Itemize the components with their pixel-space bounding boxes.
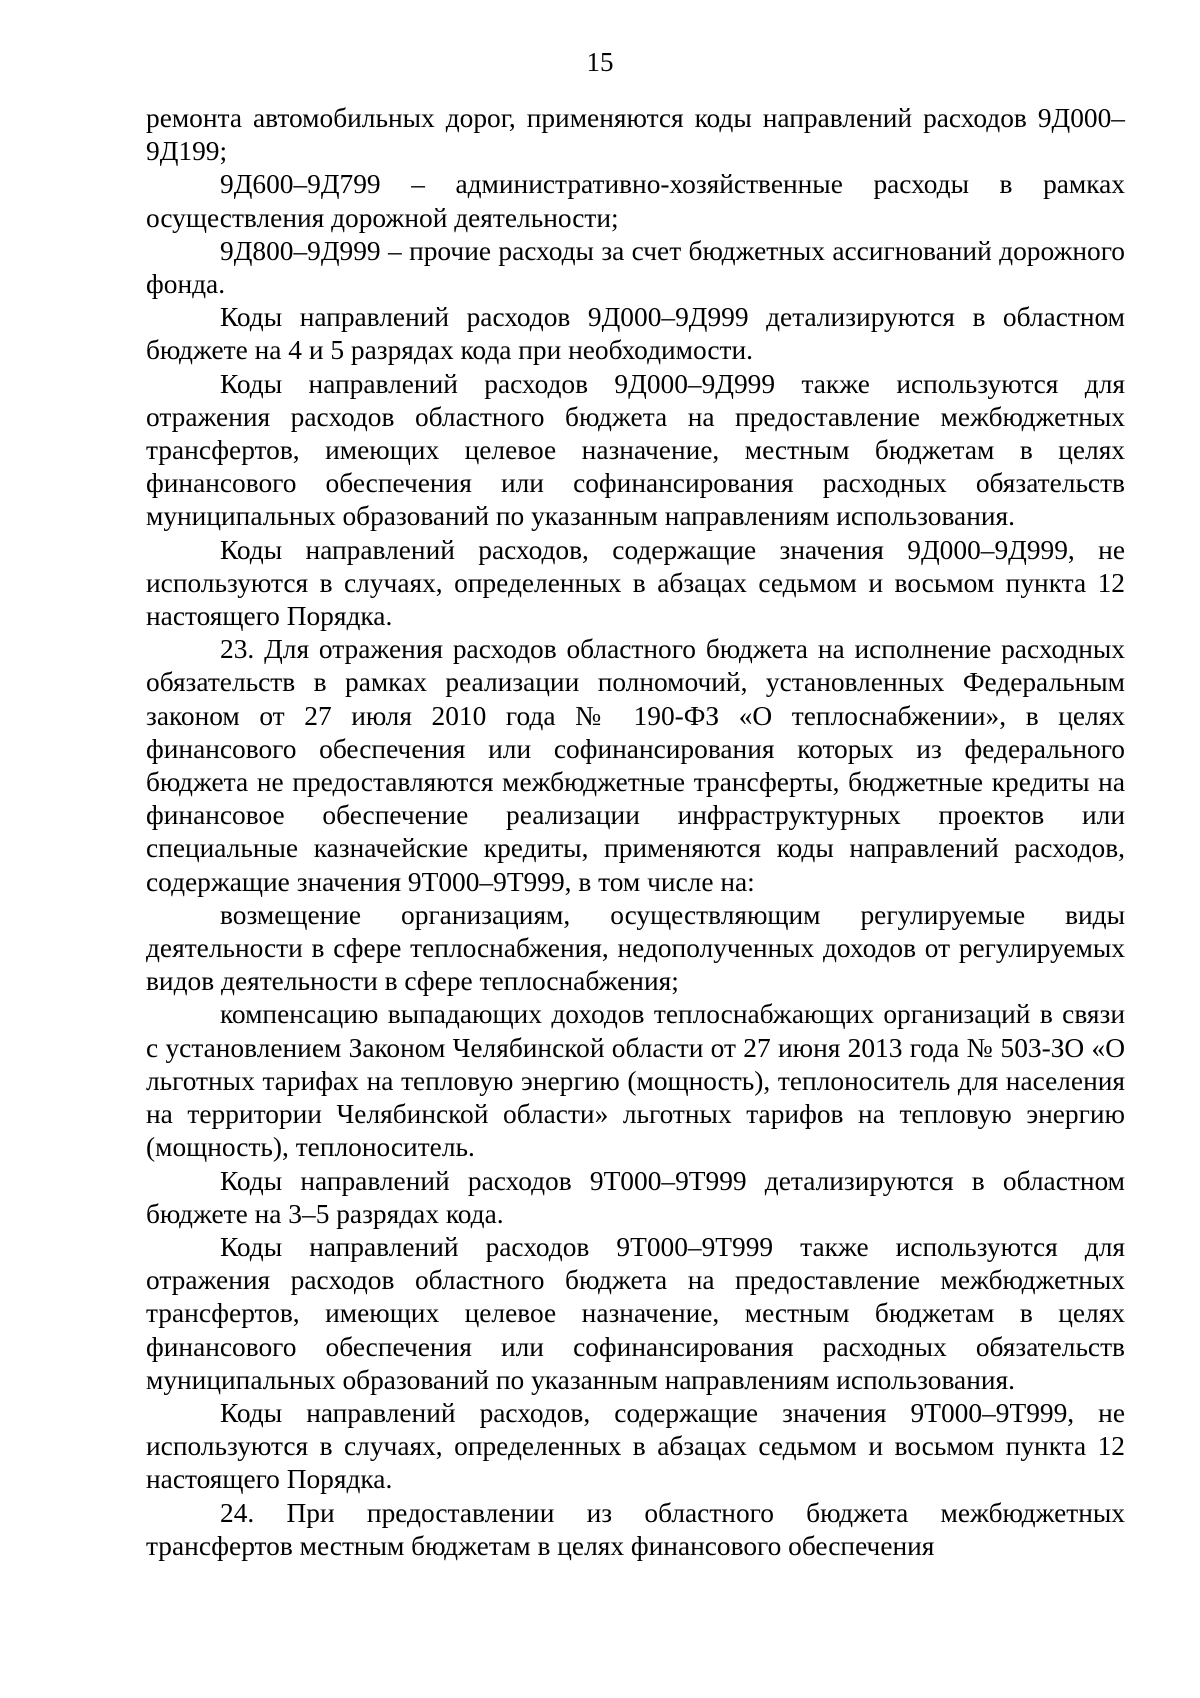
paragraph-3: 9Д800–9Д999 – прочие расходы за счет бюджетных ассигнований дорожного фонда. <box>146 235 1125 300</box>
paragraph-5: Коды направлений расходов 9Д000–9Д999 также используются для отражения расходов областного бюджета на предоставление межбюджетных трансфертов, имеющих целевое назначение, местным бюджетам в целях финансового обеспечения или софинансирования расходных обязательств муниципальных образований по указанным направлениям использования. <box>146 368 1125 532</box>
paragraph-2: 9Д600–9Д799 – административно-хозяйственные расходы в рамках осуществления дорожной деятельности; <box>146 169 1125 233</box>
paragraph-9: компенсацию выпадающих доходов теплоснабжающих организаций в связи с установлением Законом Челябинской области от 27 июня 2013 года № 503-ЗО «О льготных тарифах на тепловую энергию (мощность), теплоноситель для населения на территории Челябинской области» льготных тарифов на тепловую энергию (мощность), теплоноситель. <box>146 999 1125 1163</box>
paragraph-4: Коды направлений расходов 9Д000–9Д999 детализируются в областном бюджете на 4 и 5 разрядах кода при необходимости. <box>146 302 1125 366</box>
paragraph-8: возмещение организациям, осуществляющим регулируемые виды деятельности в сфере теплоснабжения, недополученных доходов от регулируемых видов деятельности в сфере теплоснабжения; <box>146 899 1125 997</box>
document-body <box>146 102 1125 1563</box>
paragraph-11: Коды направлений расходов 9Т000–9Т999 также используются для отражения расходов областного бюджета на предоставление межбюджетных трансфертов, имеющих целевое назначение, местным бюджетам в целях финансового обеспечения или софинансирования расходных обязательств муниципальных образований по указанным направлениям использования. <box>146 1231 1125 1395</box>
paragraph-6: Коды направлений расходов, содержащие значения 9Д000–9Д999, не используются в случаях, определенных в абзацах седьмом и восьмом пункта 12 настоящего Порядка. <box>146 534 1125 632</box>
paragraph-13: 24. При предоставлении из областного бюджета межбюджетных трансфертов местным бюджетам в целях финансового обеспечения <box>146 1497 1125 1561</box>
page-number: 15 <box>586 47 614 77</box>
paragraph-10: Коды направлений расходов 9Т000–9Т999 детализируются в областном бюджете на 3–5 разрядах кода. <box>146 1165 1125 1229</box>
paragraph-12: Коды направлений расходов, содержащие значения 9Т000–9Т999, не используются в случаях, определенных в абзацах седьмом и восьмом пункта 12 настоящего Порядка. <box>146 1397 1125 1495</box>
paragraph-7: 23. Для отражения расходов областного бюджета на исполнение расходных обязательств в рамках реализации полномочий, установленных Федеральным законом от 27 июля 2010 года № 190-ФЗ «О теплоснабжении», в целях финансового обеспечения или софинансирования которых из федерального бюджета не предоставляются межбюджетные трансферты, бюджетные кредиты на финансовое обеспечение реализации инфраструктурных проектов или специальные казначейские кредиты, применяются коды направлений расходов, содержащие значения 9Т000–9Т999, в том числе на: <box>146 634 1125 897</box>
paragraph-1: ремонта автомобильных дорог, применяются коды направлений расходов 9Д000–9Д199; <box>146 103 1125 167</box>
